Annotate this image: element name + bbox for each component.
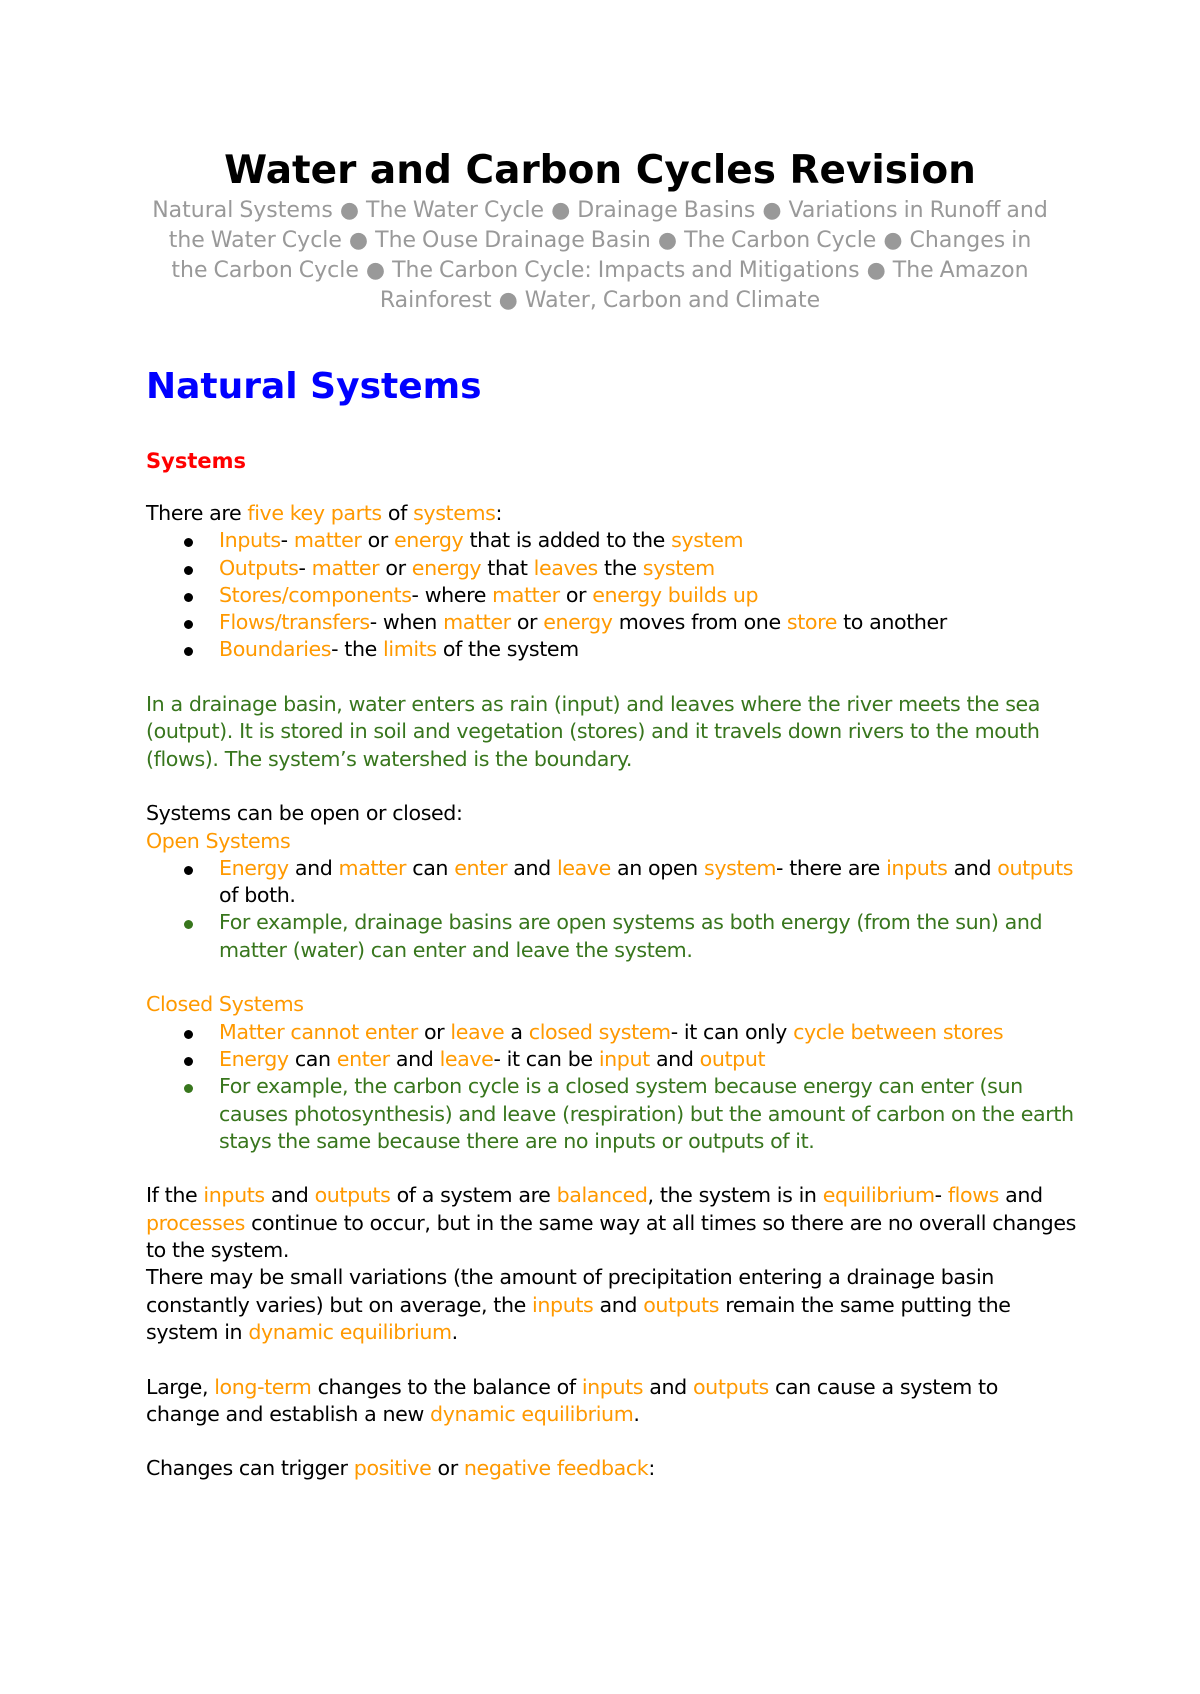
keyword-text: energy: [543, 610, 613, 635]
text-run: or: [559, 582, 593, 607]
long-term-change-paragraph: [146, 1374, 1076, 1429]
text-run: can cause a system to change and establish a new: [146, 1374, 998, 1426]
text-run: :: [648, 1456, 655, 1481]
keyword-text: matter: [293, 528, 362, 553]
bullet-icon: [184, 538, 193, 547]
bullet-icon: [184, 920, 193, 929]
keyword-text: outputs: [314, 1183, 391, 1208]
dynamic-equilibrium-paragraph: [146, 1264, 1076, 1346]
text-run: - the: [331, 637, 384, 662]
list-item: [146, 855, 1079, 910]
text-run: and: [288, 855, 339, 880]
text-run: or: [431, 1456, 464, 1481]
bullet-icon: [184, 566, 193, 575]
text-run: and: [507, 855, 557, 880]
document-body: [146, 500, 1076, 1483]
list-item: [146, 1046, 1079, 1073]
keyword-text: dynamic equilibrium: [430, 1401, 634, 1426]
text-run: - when: [369, 610, 444, 635]
text-run: There may be small variations (the amount of precipitation entering a drainage basin constantly varies) but on average, the: [146, 1265, 994, 1317]
text-run: -: [934, 1183, 948, 1208]
keyword-text: limits: [383, 637, 437, 662]
text-run: the: [597, 555, 643, 580]
text-run: For example, the carbon cycle is a closed system because energy can enter (sun causes photosynthesis) and leave (respiration) but the amount of carbon on the earth stays the same because there are no inputs or outputs of it.: [219, 1074, 1074, 1153]
keyword-text: leave: [450, 1019, 505, 1044]
keyword-text: input: [598, 1046, 650, 1071]
keyword-text: energy: [411, 555, 482, 580]
keyword-text: inputs: [532, 1292, 594, 1317]
text-run: and: [998, 1183, 1043, 1208]
bullet-separator-icon: ●: [877, 228, 909, 253]
closed-systems-heading: Closed Systems: [146, 992, 304, 1017]
text-run: or: [361, 528, 394, 553]
bullet-icon: [184, 866, 193, 875]
bullet-icon: [184, 620, 193, 629]
keyword-text: inputs: [886, 855, 948, 880]
text-run: moves from one: [612, 610, 787, 635]
keyword-text: Outputs: [219, 555, 299, 580]
keyword-text: Boundaries: [219, 637, 332, 662]
keyword-text: Energy: [219, 855, 289, 880]
keyword-text: energy builds up: [592, 582, 759, 607]
text-run: or: [417, 1019, 451, 1044]
list-item: [146, 1073, 1079, 1155]
bullet-separator-icon: ●: [359, 258, 392, 283]
text-run: continue to occur, but in the same way at all times so there are no overall changes to the system.: [146, 1210, 1076, 1263]
keyword-text: long-term: [214, 1374, 312, 1399]
keyword-text: dynamic equilibrium: [248, 1319, 452, 1344]
list-item: [146, 609, 1079, 636]
keyword-text: Stores/components: [219, 582, 412, 607]
text-run: and: [643, 1374, 693, 1399]
document-title: Water and Carbon Cycles Revision: [224, 148, 976, 193]
keyword-text: output: [699, 1046, 766, 1071]
subsection-heading: Systems: [146, 449, 246, 473]
text-run: If the: [146, 1183, 204, 1208]
bullet-icon: [184, 1084, 193, 1093]
text-run: of both.: [219, 883, 296, 908]
open-closed-intro: Systems can be open or closed:: [146, 801, 463, 826]
bullet-separator-icon: ●: [651, 228, 684, 253]
text-run: a: [504, 1019, 529, 1044]
text-run: For example, drainage basins are open systems as both energy (from the sun) and matter (water) can enter and leave the system.: [219, 910, 1043, 962]
text-run: that: [481, 555, 534, 580]
open-systems-heading: Open Systems: [146, 828, 291, 853]
keyword-text: matter: [338, 855, 407, 880]
bullet-separator-icon: ●: [492, 288, 524, 313]
bullet-separator-icon: ●: [860, 258, 892, 283]
topic-item: The Carbon Cycle: Impacts and Mitigations: [392, 258, 860, 283]
text-run: that is added to the: [463, 528, 672, 553]
keyword-text: flows: [947, 1183, 999, 1208]
list-item: [146, 582, 1079, 609]
keyword-text: matter: [492, 582, 560, 607]
text-run: :: [495, 501, 503, 525]
keyword-text: outputs: [997, 855, 1074, 880]
keyword-text: matter: [311, 555, 380, 580]
text-run: and: [947, 855, 998, 880]
keyword-text: store: [786, 610, 837, 635]
keyword-text: leave: [439, 1046, 494, 1071]
text-run: an open: [610, 855, 704, 880]
text-run: .: [451, 1319, 458, 1344]
text-run: of: [381, 501, 414, 525]
keyword-text: enter: [454, 855, 508, 880]
keyword-text: energy: [393, 528, 464, 553]
bullet-separator-icon: ●: [756, 198, 788, 223]
topic-item: Natural Systems: [152, 198, 333, 223]
bullet-separator-icon: ●: [545, 198, 577, 223]
text-run: and: [649, 1046, 700, 1071]
keyword-text: enter: [336, 1046, 390, 1071]
keyword-text: five key parts: [247, 501, 382, 525]
text-run: , the system is in: [647, 1183, 823, 1208]
text-run: changes to the balance of: [311, 1374, 582, 1399]
bullet-icon: [184, 1030, 193, 1039]
text-run: and: [593, 1292, 644, 1317]
section-heading: Natural Systems: [146, 366, 482, 407]
topic-item: Changes in the Carbon Cycle: [171, 228, 1032, 283]
text-run: - it can only: [670, 1019, 794, 1044]
bullet-icon: [184, 593, 193, 602]
bullet-separator-icon: ●: [342, 228, 375, 253]
bullet-separator-icon: ●: [333, 198, 366, 223]
text-run: .: [633, 1401, 640, 1426]
feedback-paragraph: [146, 1455, 1076, 1482]
keyword-text: leaves: [533, 555, 598, 580]
topic-item: Water, Carbon and Climate: [524, 288, 821, 313]
topic-item: The Carbon Cycle: [684, 228, 877, 253]
keyword-text: system: [703, 855, 777, 880]
keyword-text: inputs: [581, 1374, 644, 1399]
keyword-text: outputs: [643, 1292, 720, 1317]
text-run: Changes can trigger: [146, 1456, 354, 1481]
keyword-text: processes: [146, 1210, 245, 1235]
bullet-icon: [184, 1057, 193, 1066]
topic-item: The Amazon Rainforest: [379, 258, 1029, 313]
intro-paragraph: [146, 500, 1076, 527]
keyword-text: closed system: [528, 1019, 671, 1044]
text-run: to another: [836, 610, 947, 635]
topic-item: Variations in Runoff and the Water Cycle: [168, 198, 1048, 253]
keyword-text: positive: [353, 1456, 432, 1481]
list-item: [146, 555, 1079, 582]
text-run: -: [280, 528, 294, 553]
keyword-text: outputs: [692, 1374, 769, 1399]
topics-subtitle: [150, 196, 1050, 316]
text-run: - where: [411, 582, 493, 607]
closed-systems-list: [146, 1019, 1076, 1155]
equilibrium-paragraph: [146, 1182, 1076, 1264]
keyword-text: system: [642, 555, 715, 580]
topic-item: The Ouse Drainage Basin: [375, 228, 651, 253]
topic-item: Drainage Basins: [577, 198, 756, 223]
text-run: can: [406, 855, 455, 880]
open-systems-list: [146, 855, 1076, 964]
topic-item: The Water Cycle: [366, 198, 545, 223]
keyword-text: balanced: [556, 1183, 648, 1208]
text-run: - there are: [776, 855, 887, 880]
keyword-text: inputs: [203, 1183, 265, 1208]
keyword-text: equilibrium: [822, 1183, 935, 1208]
text-run: Large,: [146, 1374, 215, 1399]
text-run: There are: [146, 501, 248, 525]
keyword-text: negative feedback: [463, 1456, 649, 1481]
keyword-text: Matter cannot enter: [219, 1019, 418, 1044]
text-run: - it can be: [493, 1046, 599, 1071]
list-item: [146, 909, 1079, 964]
list-item: [146, 1019, 1079, 1046]
text-run: -: [298, 555, 312, 580]
keyword-text: Inputs: [219, 528, 281, 553]
drainage-example-paragraph: In a drainage basin, water enters as rain (input) and leaves where the river meets the sea (output). It is stored in soil and vegetation (stores) and it travels down rivers to the mouth (flows). The system’s watershed is the boundary.: [146, 692, 1041, 771]
keyword-text: systems: [413, 501, 496, 525]
bullet-icon: [184, 647, 193, 656]
system-parts-list: [146, 527, 1076, 663]
text-run: or: [510, 610, 544, 635]
text-run: of the system: [436, 637, 579, 662]
keyword-text: Flows/transfers: [219, 610, 370, 635]
keyword-text: matter: [443, 610, 511, 635]
text-run: and: [264, 1183, 315, 1208]
text-run: remain the same putting the system in: [146, 1292, 1011, 1344]
text-run: and: [389, 1046, 440, 1071]
keyword-text: Energy: [219, 1046, 289, 1071]
keyword-text: system: [671, 528, 744, 553]
keyword-text: leave: [557, 855, 611, 880]
text-run: or: [379, 555, 412, 580]
keyword-text: cycle between stores: [793, 1019, 1004, 1044]
text-run: of a system are: [390, 1183, 557, 1208]
list-item: [146, 527, 1079, 554]
list-item: [146, 636, 1079, 663]
text-run: can: [288, 1046, 337, 1071]
